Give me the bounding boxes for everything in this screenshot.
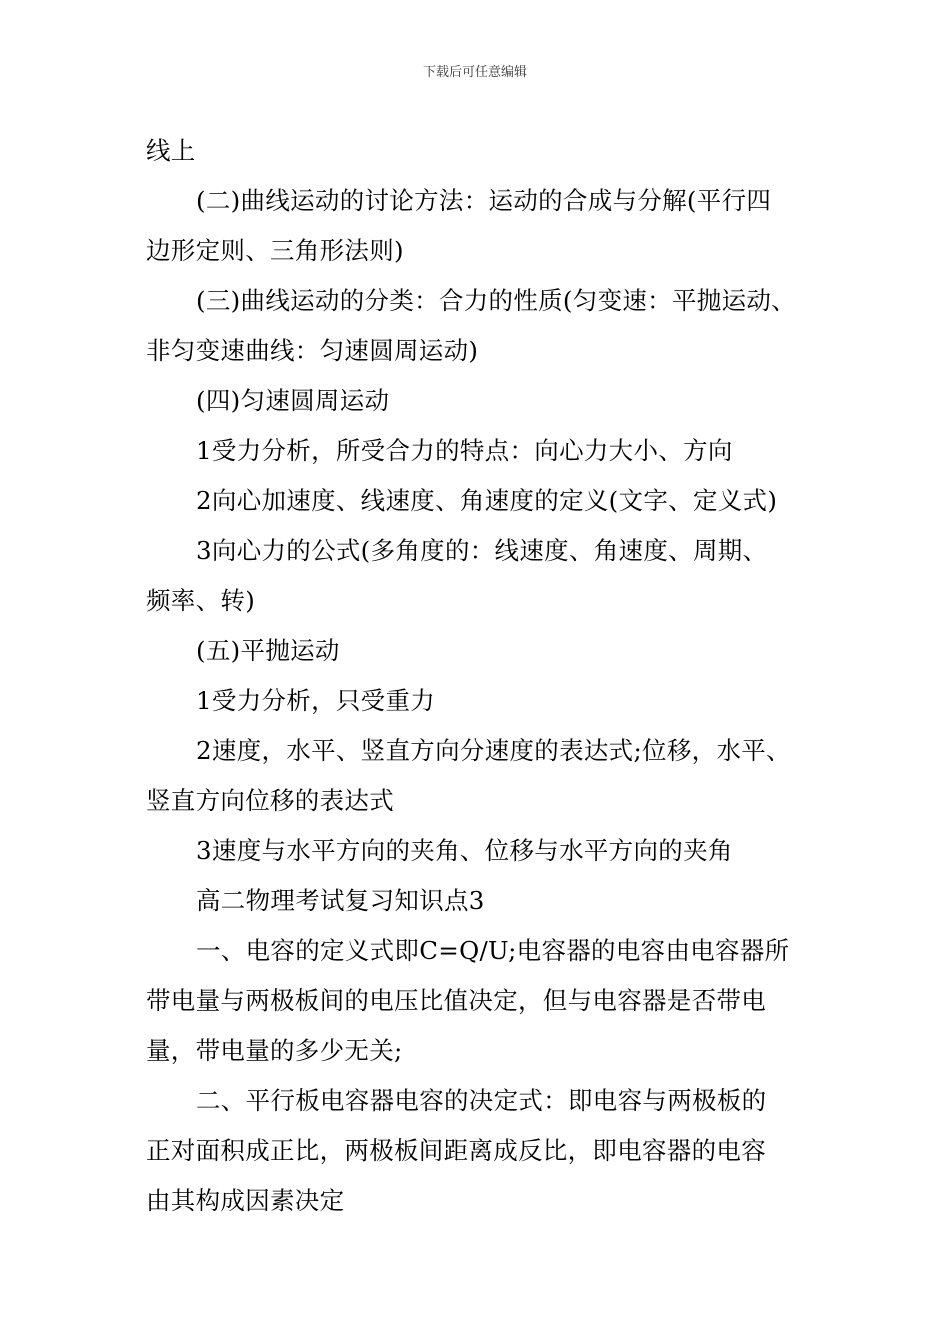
text-line: 3速度与水平方向的夹角、位移与水平方向的夹角: [196, 836, 733, 865]
page-header: 下载后可任意编辑: [422, 65, 527, 80]
section-heading: (五)平抛运动: [196, 636, 340, 665]
text-line: 边形定则、三角形法则): [146, 236, 404, 265]
text-line: 2向心加速度、线速度、角速度的定义(文字、定义式): [196, 486, 778, 515]
document-body: [146, 126, 836, 1226]
text-line: 线上: [146, 136, 196, 165]
text-line: (三)曲线运动的分类：合力的性质(匀变速：平抛运动、: [196, 286, 796, 315]
text-line: (二)曲线运动的讨论方法：运动的合成与分解(平行四: [196, 186, 772, 215]
text-line: 1受力分析，只受重力: [196, 686, 436, 715]
text-line: 由其构成因素决定: [146, 1186, 345, 1215]
text-line: 带电量与两极板间的电压比值决定，但与电容器是否带电: [146, 986, 766, 1015]
text-line: 频率、转): [146, 586, 256, 615]
section-title: 高二物理考试复习知识点3: [196, 886, 485, 915]
text-line: 3向心力的公式(多角度的：线速度、角速度、周期、: [196, 536, 768, 565]
section-heading: (四)匀速圆周运动: [196, 386, 390, 415]
text-line: 一、电容的定义式即C=Q/U;电容器的电容由电容器所: [196, 936, 790, 965]
text-line: 2速度，水平、竖直方向分速度的表达式;位移，水平、: [196, 736, 791, 765]
text-line: 竖直方向位移的表达式: [146, 786, 394, 815]
text-line: 1受力分析，所受合力的特点：向心力大小、方向: [196, 436, 733, 465]
text-line: 正对面积成正比，两极板间距离成反比，即电容器的电容: [146, 1136, 766, 1165]
text-line: 非匀变速曲线：匀速圆周运动): [146, 336, 479, 365]
text-line: 量，带电量的多少无关;: [146, 1036, 403, 1065]
text-line: 二、平行板电容器电容的决定式：即电容与两极板的: [196, 1086, 767, 1115]
